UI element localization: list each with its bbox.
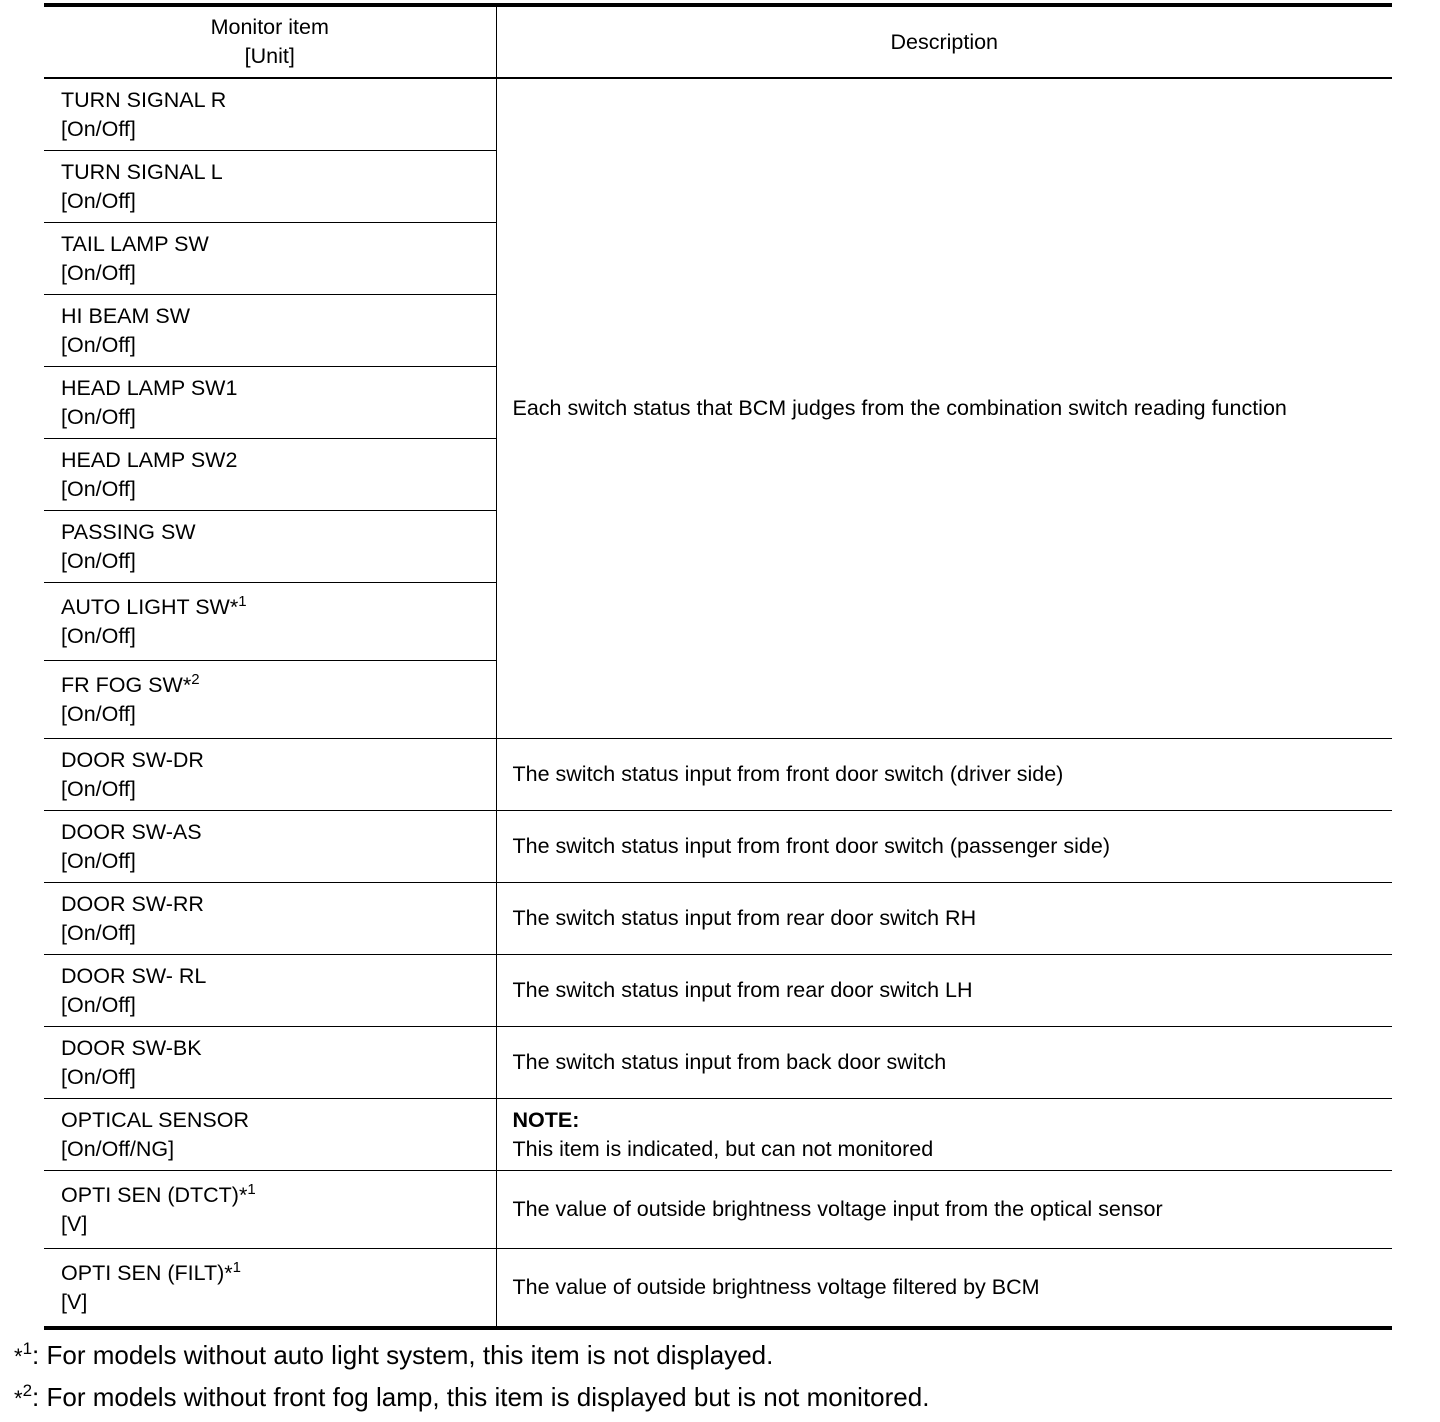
- note-label: NOTE:: [512, 1107, 580, 1132]
- item-unit: [On/Off]: [61, 332, 136, 357]
- footnote-text: : For models without auto light system, this item is not displayed.: [32, 1340, 774, 1370]
- item-name: DOOR SW-DR: [61, 747, 204, 772]
- footnote-ref: 2: [191, 670, 200, 688]
- item-name: DOOR SW-AS: [61, 819, 202, 844]
- table-row: [44, 811, 1392, 883]
- monitor-item-cell: [44, 955, 496, 1027]
- description-cell: The value of outside brightness voltage filtered by BCM: [512, 1275, 1040, 1299]
- monitor-item-cell: [44, 151, 496, 223]
- monitor-item-cell: [44, 1249, 496, 1329]
- footnotes: [14, 1335, 929, 1419]
- table-row: [44, 883, 1392, 955]
- header-description: Description: [496, 5, 1392, 78]
- footnote-mark: *: [14, 1386, 23, 1411]
- table-row: [44, 955, 1392, 1027]
- item-name: HEAD LAMP SW2: [61, 447, 238, 472]
- description-cell: The value of outside brightness voltage input from the optical sensor: [496, 1171, 1392, 1249]
- item-unit: [On/Off]: [61, 701, 136, 726]
- item-name: FR FOG SW*$^2$: [61, 670, 200, 697]
- footnote-mark: *: [229, 594, 239, 619]
- footnote-text: : For models without front fog lamp, this item is displayed but is not monitored.: [32, 1382, 930, 1412]
- footnote-ref: 1: [238, 592, 247, 610]
- monitor-item-cell: [44, 883, 496, 955]
- description-cell: The switch status input from rear door switch LH: [496, 955, 1392, 1027]
- monitor-item-cell: [44, 739, 496, 811]
- table-row: [44, 78, 1392, 151]
- description-cell: The switch status input from front door switch (passenger side): [496, 811, 1392, 883]
- monitor-item-cell: [44, 661, 496, 739]
- item-unit: [On/Off]: [61, 260, 136, 285]
- item-unit: [On/Off]: [61, 776, 136, 801]
- item-name: OPTI SEN (DTCT)*$^1$: [61, 1180, 256, 1207]
- item-unit: [On/Off]: [61, 623, 136, 648]
- monitor-item-cell: [44, 811, 496, 883]
- item-name: OPTI SEN (FILT)*$^1$: [61, 1258, 241, 1285]
- item-unit: [On/Off]: [61, 116, 136, 141]
- description-cell: [496, 1099, 1392, 1171]
- monitor-item-table: [44, 3, 1392, 1330]
- footnote-1: [14, 1335, 929, 1377]
- item-unit: [V]: [61, 1289, 88, 1314]
- monitor-item-cell: [44, 1171, 496, 1249]
- monitor-item-cell: [44, 1027, 496, 1099]
- item-name: AUTO LIGHT SW*$^1$: [61, 592, 247, 619]
- item-name: HEAD LAMP SW1: [61, 375, 238, 400]
- monitor-item-cell: [44, 583, 496, 661]
- item-name: OPTICAL SENSOR: [61, 1107, 249, 1132]
- footnote-mark: *: [238, 1182, 248, 1207]
- item-unit: [On/Off]: [61, 920, 136, 945]
- footnote-number: 2: [22, 1381, 33, 1400]
- combination-switch-description: Each switch status that BCM judges from the combination switch reading function: [496, 78, 1392, 739]
- monitor-item-cell: [44, 367, 496, 439]
- table-row: [44, 1171, 1392, 1249]
- item-unit: [On/Off]: [61, 992, 136, 1017]
- item-unit: [On/Off]: [61, 548, 136, 573]
- footnote-mark: *: [182, 672, 192, 697]
- item-unit: [On/Off]: [61, 848, 136, 873]
- table-header-row: [44, 5, 1392, 78]
- footnote-ref: 1: [247, 1180, 256, 1198]
- item-unit: [On/Off]: [61, 404, 136, 429]
- description-cell: The switch status input from rear door switch RH: [496, 883, 1392, 955]
- table-row: [44, 1027, 1392, 1099]
- item-unit: [V]: [61, 1211, 88, 1236]
- monitor-item-cell: [44, 78, 496, 151]
- monitor-item-cell: [44, 223, 496, 295]
- item-name: DOOR SW-BK: [61, 1035, 202, 1060]
- description-cell: The switch status input from back door switch: [496, 1027, 1392, 1099]
- item-name: HI BEAM SW: [61, 303, 191, 328]
- item-name: DOOR SW- RL: [61, 963, 207, 988]
- footnote-2: [14, 1377, 929, 1419]
- item-name: TURN SIGNAL R: [61, 87, 227, 112]
- monitor-item-cell: [44, 511, 496, 583]
- description-cell: The switch status input from front door switch (driver side): [496, 739, 1392, 811]
- item-name: TAIL LAMP SW: [61, 231, 209, 256]
- footnote-mark: *: [14, 1344, 23, 1369]
- table-row: [44, 1249, 1392, 1329]
- header-monitor-item: Monitor item [Unit]: [44, 5, 496, 78]
- note-text: This item is indicated, but can not monitored: [512, 1136, 934, 1161]
- item-unit: [On/Off]: [61, 1064, 136, 1089]
- monitor-item-cell: [44, 439, 496, 511]
- monitor-item-cell: [44, 295, 496, 367]
- footnote-ref: 1: [232, 1258, 241, 1276]
- item-name: DOOR SW-RR: [61, 891, 204, 916]
- monitor-item-cell: [44, 1099, 496, 1171]
- footnote-mark: *: [224, 1260, 233, 1285]
- item-unit: [On/Off]: [61, 476, 136, 501]
- item-unit: [On/Off/NG]: [61, 1136, 175, 1161]
- footnote-number: 1: [22, 1339, 33, 1358]
- item-unit: [On/Off]: [61, 188, 136, 213]
- table-row: [44, 739, 1392, 811]
- item-name: TURN SIGNAL L: [61, 159, 223, 184]
- item-name: PASSING SW: [61, 519, 196, 544]
- table-row: [44, 1099, 1392, 1171]
